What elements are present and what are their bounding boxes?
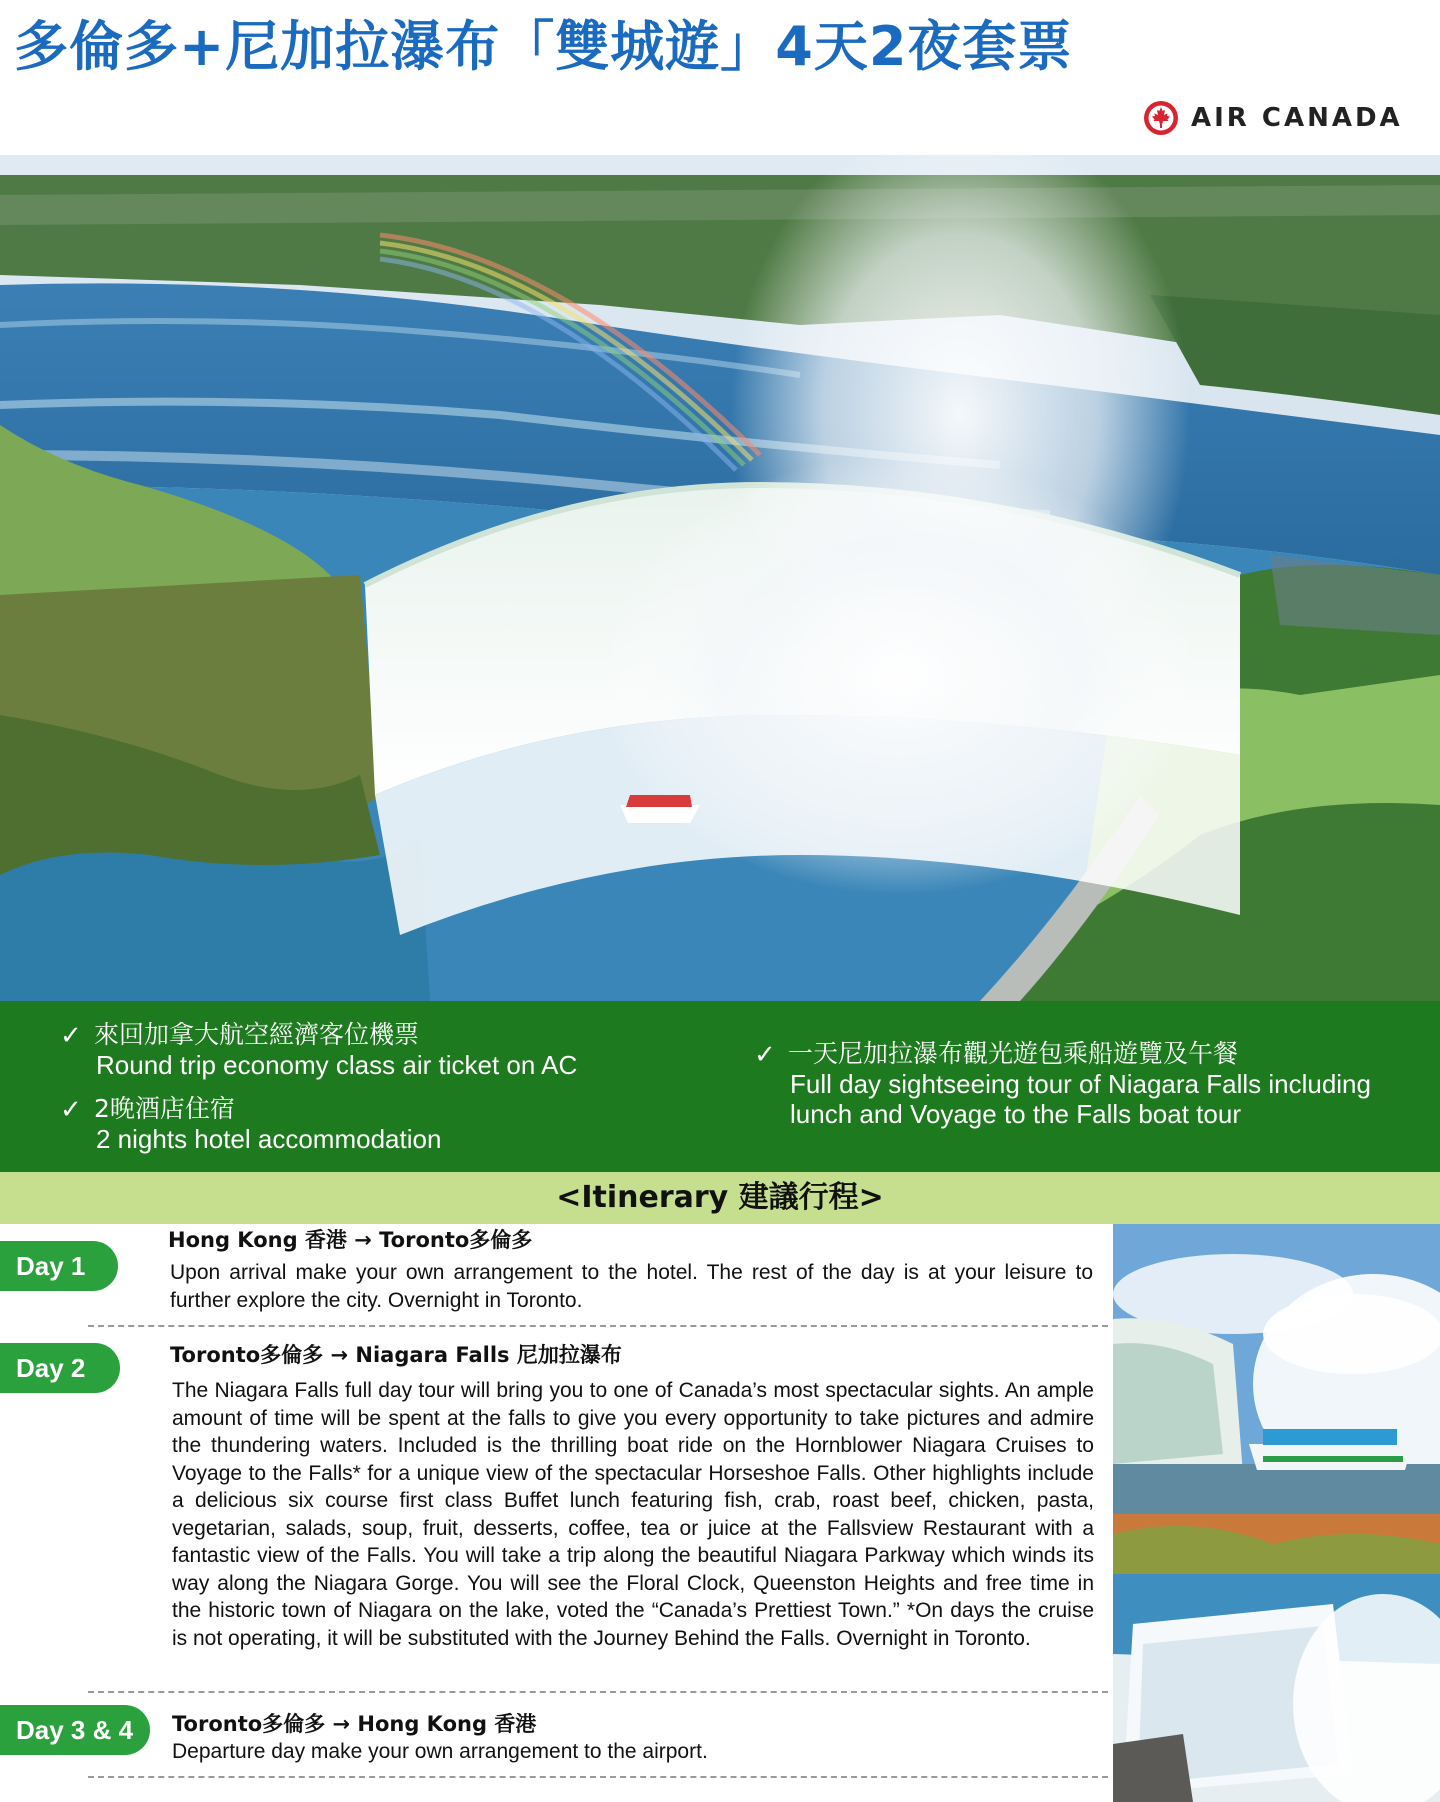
features-bar [0,1001,1440,1172]
divider [88,1691,1108,1693]
feature-zh: 一天尼加拉瀑布觀光遊包乘船遊覽及午餐 [788,1039,1239,1068]
check-icon: ✓ [754,1039,776,1069]
air-canada-logo [1143,100,1403,136]
divider [88,1325,1108,1327]
day-3-4-tab: Day 3 & 4 [0,1705,150,1755]
page-title: 多倫多+尼加拉瀑布「雙城遊」4天2夜套票 [14,15,1073,78]
feature-zh: 2晚酒店住宿 [94,1094,235,1123]
feature-hotel [60,1094,441,1154]
feature-en-line1: Full day sightseeing tour of Niagara Falls including [790,1069,1371,1099]
day-2-tab: Day 2 [0,1343,120,1393]
day-1-tab: Day 1 [0,1241,118,1291]
day-3-4-description: Departure day make your own arrangement to the airport. [172,1740,708,1763]
feature-en: 2 nights hotel accommodation [96,1124,442,1154]
side-photo-american-falls [1113,1514,1440,1802]
check-icon: ✓ [60,1020,82,1050]
check-icon: ✓ [60,1094,82,1124]
divider [88,1776,1108,1778]
day-1-description: Upon arrival make your own arrangement to the hotel. The rest of the day is at your leisure to further explore the city. Overnight in Toronto. [170,1261,1093,1312]
feature-zh: 來回加拿大航空經濟客位機票 [94,1020,420,1049]
maple-leaf-icon [1143,100,1179,136]
day-2-description: The Niagara Falls full day tour will bring you to one of Canada’s most spectacular sights. An ample amount of time will be spent at the falls to give you every opportunity to take pictures and admire the thundering waters. Included is the thrilling boat ride on the Hornblower Niagara Cruises to Voyage to the Falls* for a unique view of the spectacular Horseshoe Falls. Other highlights include a delicious six course first class Buffet lunch featuring fish, crab, roast beef, chicken, pasta, vegetarian, salads, soup, fruit, desserts, coffee, tea or juice at the Fallsview Restaurant with a fantastic view of the Falls. You will take a trip along the beautiful Niagara Parkway which winds its way along the Niagara Gorge. You will see the Floral Clock, Queenston Heights and free time in the historic town of Niagara on the lake, voted the “Canada’s Prettiest Town.” *On days the cruise is not operating, it will be substituted with the Journey Behind the Falls. Overnight in Toronto. [172,1379,1094,1650]
side-photo-boat-tour [1113,1224,1440,1514]
airline-wordmark: AIR CANADA [1191,103,1403,133]
feature-tour [754,1039,1371,1129]
hero-image-niagara-falls [0,155,1440,1001]
feature-en-line2: lunch and Voyage to the Falls boat tour [790,1099,1241,1129]
itinerary-heading: <Itinerary 建議行程> [0,1172,1440,1224]
day-2-route: Toronto多倫多 → Niagara Falls 尼加拉瀑布 [170,1343,622,1367]
feature-air-ticket [60,1020,577,1080]
day-1-route: Hong Kong 香港 → Toronto多倫多 [168,1228,533,1252]
feature-en: Round trip economy class air ticket on AC [96,1050,578,1080]
day-3-4-route: Toronto多倫多 → Hong Kong 香港 [172,1712,537,1736]
